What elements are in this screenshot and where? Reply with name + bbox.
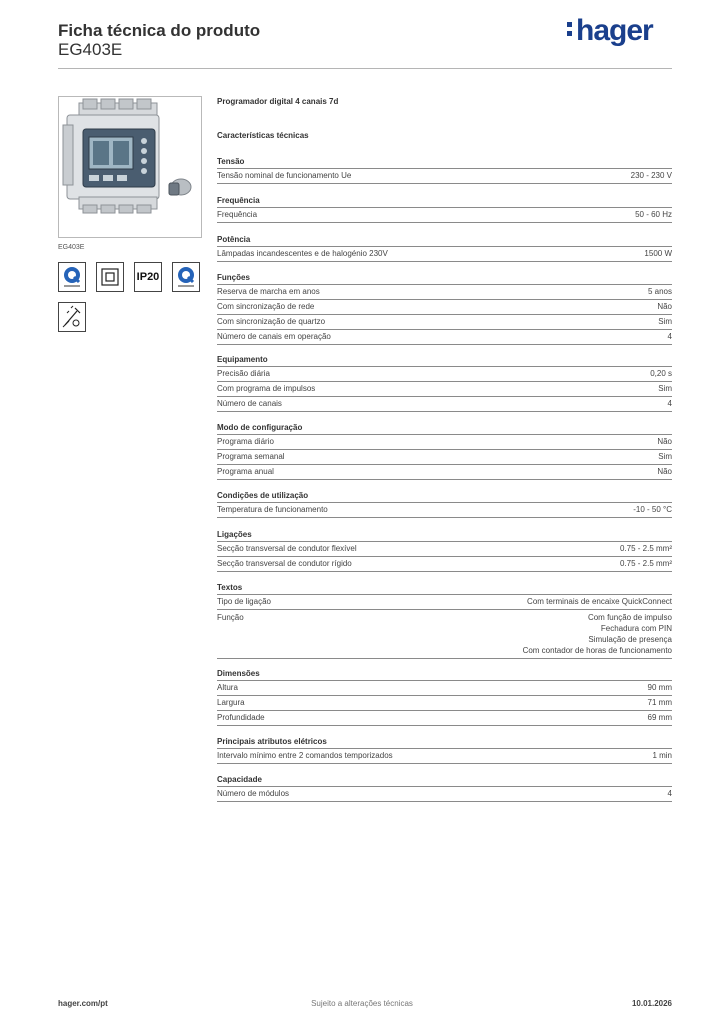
spec-label: Tipo de ligação	[217, 597, 271, 606]
spec-row	[217, 382, 672, 397]
section-title: Capacidade	[217, 773, 672, 787]
spec-row	[217, 247, 672, 262]
spec-label: Com sincronização de rede	[217, 302, 315, 311]
spec-value: 230 - 230 V	[630, 171, 672, 180]
spec-row	[217, 465, 672, 480]
spec-value: 50 - 60 Hz	[635, 210, 672, 219]
spec-value: Sim	[658, 452, 672, 461]
spec-value: Não	[657, 437, 672, 446]
section-title: Equipamento	[217, 353, 672, 367]
section-title: Condições de utilização	[217, 489, 672, 503]
spec-row	[217, 208, 672, 223]
spec-label: Tensão nominal de funcionamento Ue	[217, 171, 352, 180]
spec-label: Secção transversal de condutor flexível	[217, 544, 357, 553]
spec-value: 4	[667, 399, 672, 408]
spec-value: 1500 W	[644, 249, 672, 258]
logo-colon-icon	[567, 18, 573, 40]
spec-label: Secção transversal de condutor rígido	[217, 559, 352, 568]
logo-text: hager	[576, 14, 653, 47]
page-title: Ficha técnica do produto	[58, 21, 261, 40]
spec-row	[217, 681, 672, 696]
spec-value-list	[523, 612, 672, 656]
spec-row	[217, 315, 672, 330]
spec-label: Intervalo mínimo entre 2 comandos temporizados	[217, 751, 393, 760]
spec-value: 69 mm	[647, 713, 672, 722]
spec-row	[217, 542, 672, 557]
image-caption: EG403E	[58, 244, 85, 251]
spec-value: 0.75 - 2.5 mm²	[619, 559, 672, 568]
spec-label: Profundidade	[217, 713, 265, 722]
section-tensao	[217, 155, 672, 184]
quickconnect-icon	[58, 262, 86, 292]
spec-label: Precisão diária	[217, 369, 270, 378]
spec-value: 0,20 s	[650, 369, 672, 378]
section-potencia	[217, 233, 672, 262]
spec-row	[217, 300, 672, 315]
spec-value: -10 - 50 °C	[633, 505, 672, 514]
section-title: Potência	[217, 233, 672, 247]
section-ligacoes	[217, 528, 672, 572]
spec-value: Não	[657, 467, 672, 476]
spec-value: Com terminais de encaixe QuickConnect	[527, 597, 672, 606]
spec-label: Altura	[217, 683, 238, 692]
spec-label: Lâmpadas incandescentes e de halogénio 230V	[217, 249, 388, 258]
section-title: Principais atributos elétricos	[217, 735, 672, 749]
spec-value: Sim	[658, 317, 672, 326]
section-title: Funções	[217, 271, 672, 285]
quickconnect-icon	[172, 262, 200, 292]
section-title: Tensão	[217, 155, 672, 169]
spec-value: Com contador de horas de funcionamento	[522, 646, 672, 655]
spec-value: 1 min	[652, 751, 672, 760]
spec-label: Reserva de marcha em anos	[217, 287, 320, 296]
spec-value: Sim	[658, 384, 672, 393]
spec-label: Com sincronização de quartzo	[217, 317, 326, 326]
spec-value: 90 mm	[647, 683, 672, 692]
spec-row	[217, 503, 672, 518]
spec-label: Número de canais em operação	[217, 332, 331, 341]
spec-label: Função	[217, 613, 244, 622]
section-title: Dimensões	[217, 667, 672, 681]
tech-characteristics-title: Características técnicas	[217, 131, 309, 140]
spec-row	[217, 557, 672, 572]
footer-website-link[interactable]: hager.com/pt	[58, 999, 108, 1008]
spec-label: Frequência	[217, 210, 258, 219]
no-screwdriver-icon	[58, 302, 86, 332]
section-textos	[217, 581, 672, 659]
section-title: Ligações	[217, 528, 672, 542]
spec-value: 4	[667, 789, 672, 798]
spec-row	[217, 435, 672, 450]
section-condicoes-utilizacao	[217, 489, 672, 518]
section-funcoes	[217, 271, 672, 345]
device-illustration-icon	[59, 97, 201, 237]
section-atributos-eletricos	[217, 735, 672, 764]
spec-row	[217, 595, 672, 610]
double-insulation-icon	[96, 262, 124, 292]
spec-label: Número de canais	[217, 399, 282, 408]
spec-label: Com programa de impulsos	[217, 384, 316, 393]
spec-row	[217, 711, 672, 726]
ip20-badge	[134, 262, 162, 292]
spec-value: 5 anos	[647, 287, 672, 296]
ip20-label: IP20	[136, 271, 160, 283]
spec-value: 4	[667, 332, 672, 341]
spec-row	[217, 397, 672, 412]
spec-label: Programa semanal	[217, 452, 285, 461]
section-equipamento	[217, 353, 672, 412]
section-capacidade	[217, 773, 672, 802]
spec-row	[217, 787, 672, 802]
spec-row	[217, 450, 672, 465]
product-name: Programador digital 4 canais 7d	[217, 97, 339, 106]
section-title: Frequência	[217, 194, 672, 208]
product-image	[58, 96, 202, 238]
section-title: Modo de configuração	[217, 421, 672, 435]
product-code: EG403E	[58, 40, 123, 59]
spec-value: Simulação de presença	[588, 635, 672, 644]
spec-row	[217, 749, 672, 764]
spec-label: Largura	[217, 698, 245, 707]
spec-value: Não	[657, 302, 672, 311]
spec-row	[217, 610, 672, 659]
spec-value: Com função de impulso	[587, 613, 672, 622]
hager-logo	[567, 14, 653, 48]
footer-disclaimer: Sujeito a alterações técnicas	[311, 999, 413, 1008]
spec-label: Número de módulos	[217, 789, 290, 798]
spec-row	[217, 367, 672, 382]
spec-label: Temperatura de funcionamento	[217, 505, 328, 514]
section-title: Textos	[217, 581, 672, 595]
section-modo-configuracao	[217, 421, 672, 480]
section-dimensoes	[217, 667, 672, 726]
spec-value: 0.75 - 2.5 mm²	[619, 544, 672, 553]
spec-value: 71 mm	[647, 698, 672, 707]
spec-label: Programa diário	[217, 437, 274, 446]
section-frequencia	[217, 194, 672, 223]
spec-label: Programa anual	[217, 467, 274, 476]
spec-row	[217, 696, 672, 711]
spec-row	[217, 330, 672, 345]
header-divider	[58, 68, 672, 69]
footer-date: 10.01.2026	[631, 999, 672, 1008]
spec-row	[217, 169, 672, 184]
spec-row	[217, 285, 672, 300]
spec-value: Fechadura com PIN	[600, 624, 672, 633]
